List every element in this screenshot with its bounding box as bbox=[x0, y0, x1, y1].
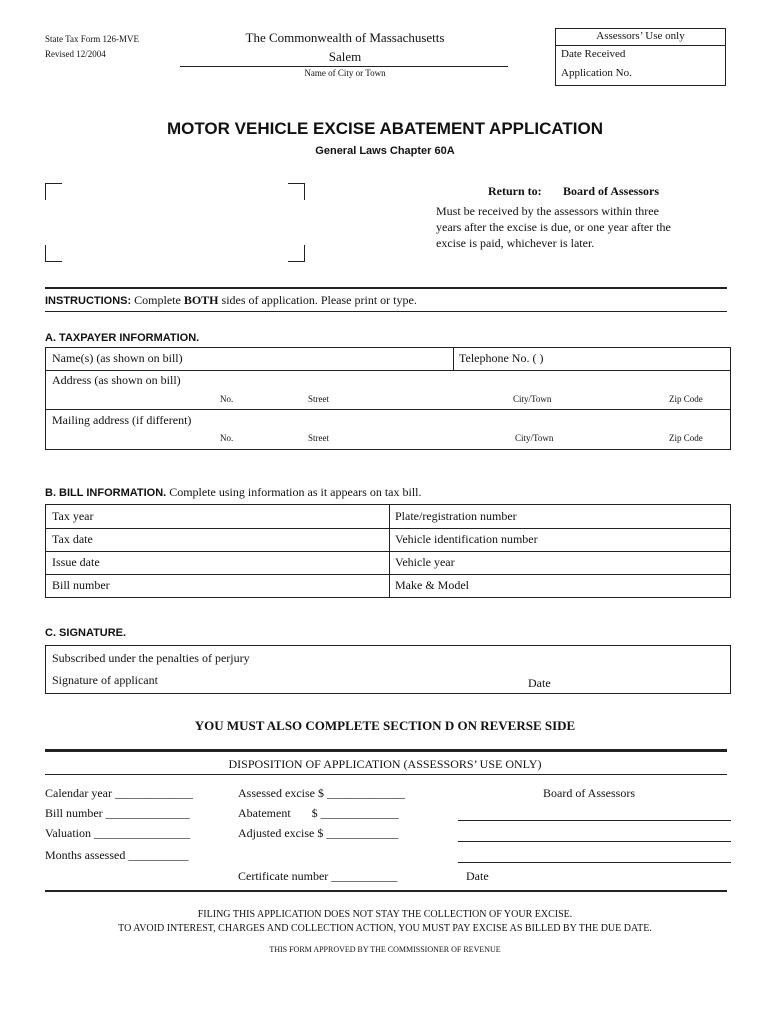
instructions-rule-bottom bbox=[45, 311, 727, 312]
valuation-field[interactable]: Valuation ________________ bbox=[45, 826, 190, 840]
signature-field-label[interactable]: Signature of applicant bbox=[52, 673, 158, 687]
vin-label[interactable]: Vehicle identification number bbox=[395, 532, 538, 546]
certificate-number-field[interactable]: Certificate number ___________ bbox=[238, 869, 398, 883]
mailing-street-caption: Street bbox=[308, 433, 329, 443]
form-title: MOTOR VEHICLE EXCISE ABATEMENT APPLICATION bbox=[166, 119, 604, 138]
return-to-recipient: Board of Assessors bbox=[563, 184, 660, 198]
return-to-label: Return to: bbox=[488, 184, 542, 198]
mailing-city-caption: City/Town bbox=[515, 433, 554, 443]
disposition-date-label[interactable]: Date bbox=[466, 869, 489, 883]
board-of-assessors-label: Board of Assessors bbox=[543, 786, 635, 800]
deadline-line-1: Must be received by the assessors within three bbox=[436, 204, 659, 218]
telephone-field-label[interactable]: Telephone No. ( ) bbox=[459, 351, 544, 365]
assessor-signature-line-2[interactable] bbox=[458, 841, 731, 842]
assessed-excise-field[interactable]: Assessed excise $ _____________ bbox=[238, 786, 405, 800]
date-received-label: Date Received bbox=[561, 48, 626, 60]
assessor-signature-line-1[interactable] bbox=[458, 820, 731, 821]
disposition-rule-sub bbox=[45, 774, 727, 775]
disposition-title: DISPOSITION OF APPLICATION (ASSESSORS’ USE ONLY) bbox=[228, 757, 542, 771]
instructions bbox=[45, 293, 417, 308]
city-underline bbox=[180, 66, 508, 67]
instructions-both: BOTH bbox=[183, 293, 219, 307]
commonwealth-title: The Commonwealth of Massachusetts bbox=[245, 30, 445, 45]
issue-date-label[interactable]: Issue date bbox=[52, 555, 100, 569]
section-b-heading-line bbox=[45, 485, 422, 500]
bill-number-label[interactable]: Bill number bbox=[52, 578, 110, 592]
mailing-no-caption: No. bbox=[220, 433, 234, 443]
address-street-caption: Street bbox=[308, 394, 329, 404]
perjury-statement: Subscribed under the penalties of perjury bbox=[52, 651, 250, 665]
disposition-rule-bottom bbox=[45, 890, 727, 892]
instructions-text-post: sides of application. Please print or type. bbox=[218, 293, 417, 307]
plate-number-label[interactable]: Plate/registration number bbox=[395, 509, 517, 523]
months-assessed-field[interactable]: Months assessed __________ bbox=[45, 848, 189, 862]
footer-notice-2: TO AVOID INTEREST, CHARGES AND COLLECTION ACTION, YOU MUST PAY EXCISE AS BILLED BY THE DUE DATE. bbox=[118, 923, 652, 934]
tax-year-label[interactable]: Tax year bbox=[52, 509, 94, 523]
application-no-label: Application No. bbox=[561, 67, 632, 79]
adjusted-excise-field[interactable]: Adjusted excise $ ____________ bbox=[238, 826, 399, 840]
section-c-heading: C. SIGNATURE. bbox=[45, 627, 127, 639]
taxpayer-info-table bbox=[45, 347, 731, 450]
form-id: State Tax Form 126-MVE bbox=[45, 34, 139, 44]
signature-date-label[interactable]: Date bbox=[528, 676, 551, 690]
form-subtitle: General Laws Chapter 60A bbox=[315, 145, 455, 157]
city-caption: Name of City or Town bbox=[304, 68, 386, 78]
address-city-caption: City/Town bbox=[513, 394, 552, 404]
city-name: Salem bbox=[328, 49, 362, 64]
instructions-text-pre: Complete bbox=[131, 293, 184, 307]
names-field-label[interactable]: Name(s) (as shown on bill) bbox=[52, 351, 183, 365]
calendar-year-field[interactable]: Calendar year _____________ bbox=[45, 786, 193, 800]
window-corner-tl bbox=[45, 183, 62, 200]
deadline-line-2: years after the excise is due, or one year after the bbox=[436, 220, 671, 234]
window-corner-tr bbox=[288, 183, 305, 200]
mailing-field-label[interactable]: Mailing address (if different) bbox=[52, 413, 192, 427]
section-b-note: Complete using information as it appears on tax bill. bbox=[166, 485, 422, 499]
make-model-label[interactable]: Make & Model bbox=[395, 578, 469, 592]
footer-notice-1: FILING THIS APPLICATION DOES NOT STAY THE COLLECTION OF YOUR EXCISE. bbox=[197, 909, 573, 920]
assessors-use-title: Assessors’ Use only bbox=[596, 30, 685, 42]
address-no-caption: No. bbox=[220, 394, 234, 404]
reverse-side-notice: YOU MUST ALSO COMPLETE SECTION D ON REVERSE SIDE bbox=[194, 718, 576, 733]
instructions-rule-top bbox=[45, 287, 727, 289]
tax-date-label[interactable]: Tax date bbox=[52, 532, 93, 546]
footer-approval: THIS FORM APPROVED BY THE COMMISSIONER OF REVENUE bbox=[269, 945, 501, 954]
mailing-zip-caption: Zip Code bbox=[669, 433, 703, 443]
window-corner-bl bbox=[45, 245, 62, 262]
address-field-label[interactable]: Address (as shown on bill) bbox=[52, 373, 181, 387]
section-b-heading: B. BILL INFORMATION. bbox=[45, 487, 167, 499]
address-zip-caption: Zip Code bbox=[669, 394, 703, 404]
disposition-bill-number-field[interactable]: Bill number ______________ bbox=[45, 806, 190, 820]
assessor-signature-line-3[interactable] bbox=[458, 862, 731, 863]
assessors-use-box bbox=[555, 28, 726, 86]
section-a-heading: A. TAXPAYER INFORMATION. bbox=[45, 332, 200, 344]
signature-box bbox=[45, 645, 731, 694]
disposition-rule-top bbox=[45, 749, 727, 752]
abatement-field[interactable]: Abatement $ _____________ bbox=[238, 806, 399, 820]
vehicle-year-label[interactable]: Vehicle year bbox=[395, 555, 455, 569]
instructions-label: INSTRUCTIONS: bbox=[45, 295, 132, 307]
revised-date: Revised 12/2004 bbox=[45, 49, 106, 59]
bill-info-table bbox=[45, 504, 731, 598]
window-corner-br bbox=[288, 245, 305, 262]
deadline-line-3: excise is paid, whichever is later. bbox=[436, 236, 595, 250]
